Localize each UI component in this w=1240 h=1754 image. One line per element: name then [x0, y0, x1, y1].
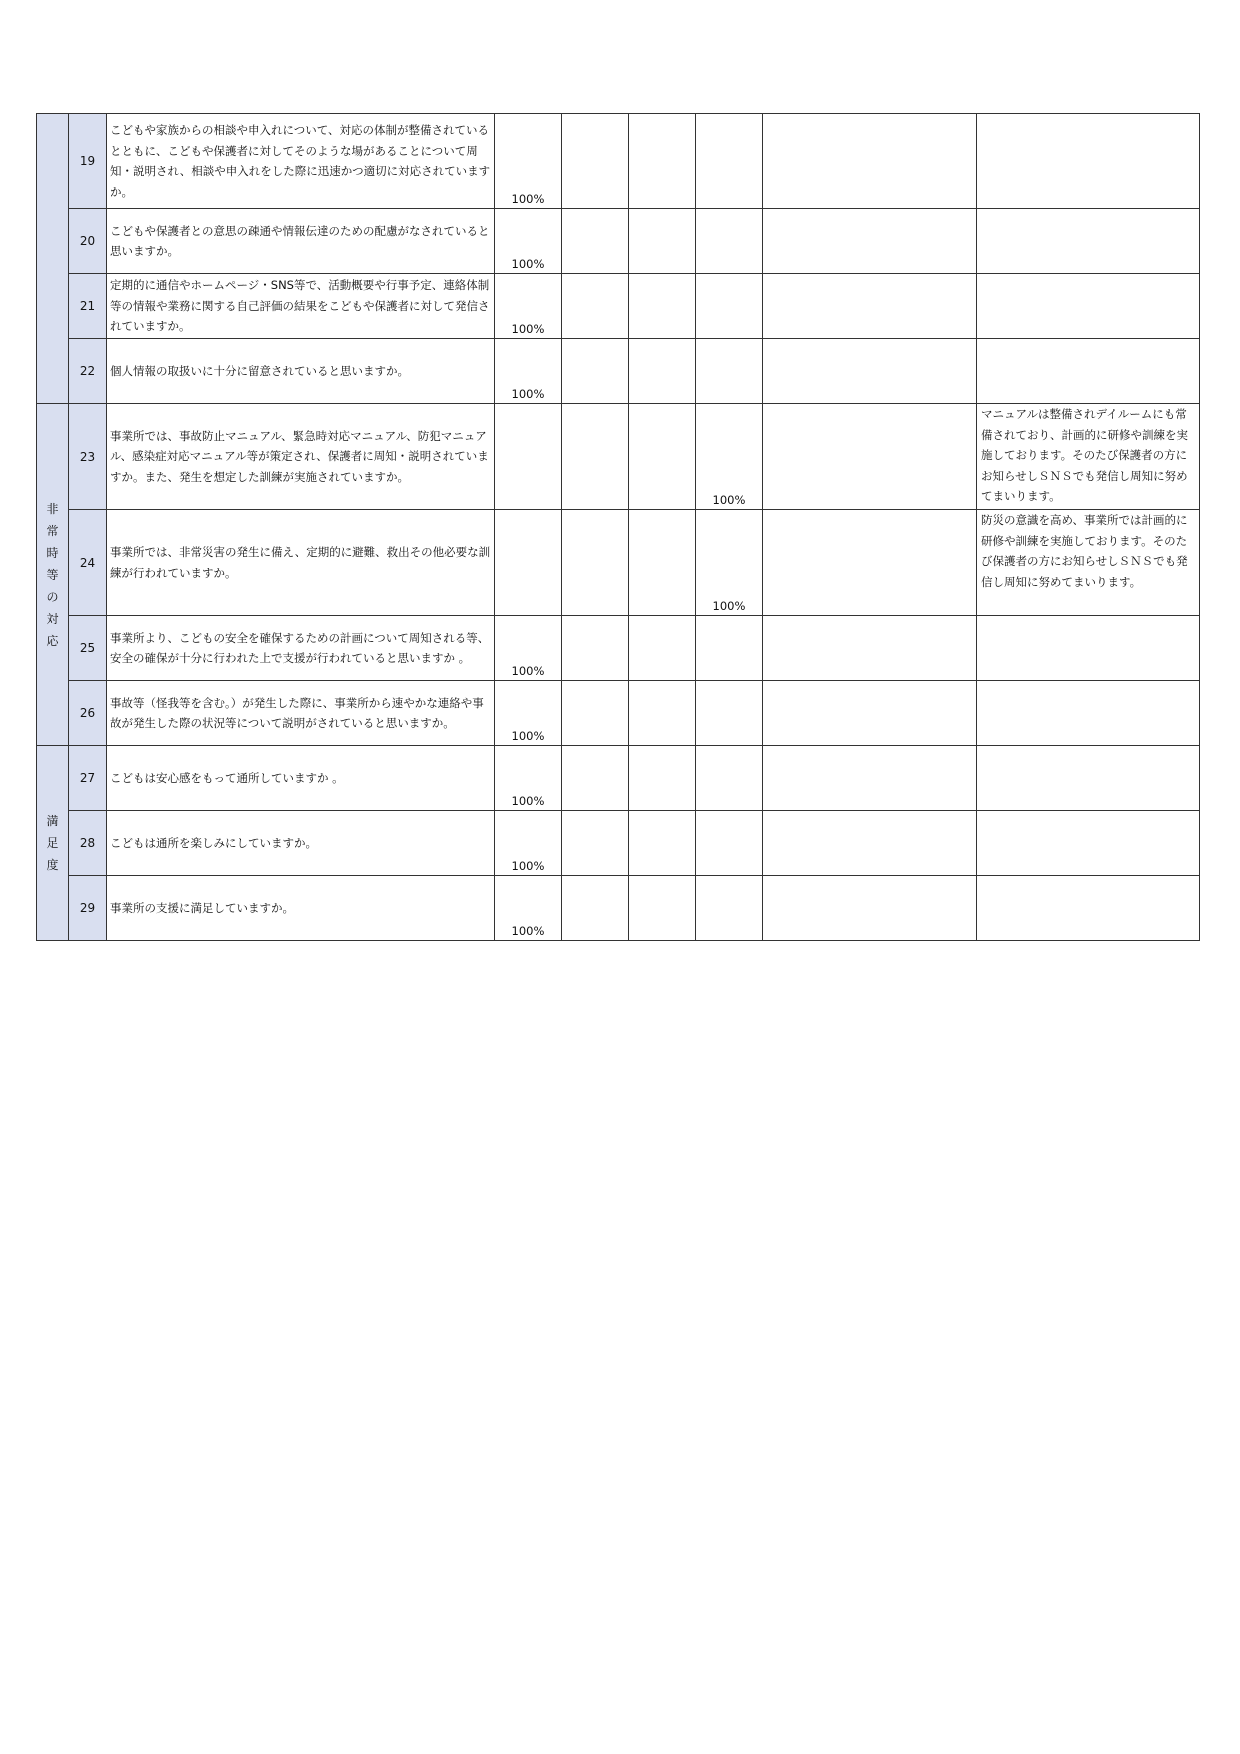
row-number: 28 — [69, 811, 107, 876]
comment-cell — [977, 114, 1200, 209]
comment-cell — [977, 811, 1200, 876]
answer-col-3 — [629, 811, 696, 876]
answer-col-2 — [562, 746, 629, 811]
answer-col-3 — [629, 114, 696, 209]
question-text: こどもや保護者との意思の疎通や情報伝達のための配慮がなされていると思いますか。 — [107, 209, 495, 274]
answer-col-1 — [495, 510, 562, 616]
question-text: 事業所の支援に満足していますか。 — [107, 876, 495, 941]
answer-col-2 — [562, 114, 629, 209]
answer-col-4 — [696, 811, 763, 876]
row-number: 22 — [69, 339, 107, 404]
question-text: こどもは安心感をもって通所していますか 。 — [107, 746, 495, 811]
answer-col-4 — [696, 274, 763, 339]
question-text: 定期的に通信やホームページ・SNS等で、活動概要や行事予定、連絡体制等の情報や業務に関する自己評価の結果をこどもや保護者に対して発信されていますか。 — [107, 274, 495, 339]
answer-col-5 — [763, 274, 977, 339]
answer-col-2 — [562, 811, 629, 876]
table-row — [37, 404, 1200, 510]
answer-col-3 — [629, 209, 696, 274]
answer-col-1: 100% — [495, 746, 562, 811]
answer-col-2 — [562, 616, 629, 681]
table-row — [37, 209, 1200, 274]
answer-col-2 — [562, 339, 629, 404]
answer-col-5 — [763, 114, 977, 209]
answer-col-3 — [629, 681, 696, 746]
answer-col-3 — [629, 510, 696, 616]
answer-col-3 — [629, 274, 696, 339]
table-row — [37, 616, 1200, 681]
comment-cell — [977, 876, 1200, 941]
answer-col-4 — [696, 114, 763, 209]
answer-col-5 — [763, 746, 977, 811]
answer-col-5 — [763, 681, 977, 746]
answer-col-5 — [763, 510, 977, 616]
row-number: 27 — [69, 746, 107, 811]
answer-col-1: 100% — [495, 811, 562, 876]
answer-col-3 — [629, 616, 696, 681]
answer-col-1: 100% — [495, 876, 562, 941]
row-number: 23 — [69, 404, 107, 510]
answer-col-5 — [763, 404, 977, 510]
question-text: 事業所では、事故防止マニュアル、緊急時対応マニュアル、防犯マニュアル、感染症対応マニュアル等が策定され、保護者に周知・説明されていますか。また、発生を想定した訓練が実施されていますか。 — [107, 404, 495, 510]
comment-cell — [977, 339, 1200, 404]
answer-col-5 — [763, 339, 977, 404]
answer-col-2 — [562, 681, 629, 746]
comment-cell: 防災の意識を高め、事業所では計画的に研修や訓練を実施しております。そのたび保護者の方にお知らせしＳＮＳでも発信し周知に努めてまいります。 — [977, 510, 1200, 616]
question-text: 事業所では、非常災害の発生に備え、定期的に避難、救出その他必要な訓練が行われていますか。 — [107, 510, 495, 616]
answer-col-2 — [562, 274, 629, 339]
comment-cell — [977, 616, 1200, 681]
answer-col-2 — [562, 876, 629, 941]
section-cell-previous — [37, 114, 69, 404]
row-number: 26 — [69, 681, 107, 746]
answer-col-1: 100% — [495, 114, 562, 209]
question-text: こどもや家族からの相談や申入れについて、対応の体制が整備されているとともに、こどもや保護者に対してそのような場があることについて周知・説明され、相談や申入れをした際に迅速かつ適切に対応されていますか。 — [107, 114, 495, 209]
answer-col-4: 100% — [696, 510, 763, 616]
question-text: 個人情報の取扱いに十分に留意されていると思いますか。 — [107, 339, 495, 404]
question-text: 事故等（怪我等を含む。）が発生した際に、事業所から速やかな連絡や事故が発生した際の状況等について説明がされていると思いますか。 — [107, 681, 495, 746]
answer-col-1 — [495, 404, 562, 510]
answer-col-1: 100% — [495, 339, 562, 404]
answer-col-4 — [696, 681, 763, 746]
answer-col-1: 100% — [495, 616, 562, 681]
answer-col-5 — [763, 876, 977, 941]
answer-col-3 — [629, 746, 696, 811]
answer-col-2 — [562, 209, 629, 274]
answer-col-4 — [696, 876, 763, 941]
table-row — [37, 274, 1200, 339]
answer-col-3 — [629, 404, 696, 510]
answer-col-3 — [629, 876, 696, 941]
answer-col-3 — [629, 339, 696, 404]
answer-col-1: 100% — [495, 274, 562, 339]
table-row — [37, 876, 1200, 941]
table-row — [37, 339, 1200, 404]
row-number: 19 — [69, 114, 107, 209]
answer-col-5 — [763, 209, 977, 274]
table-row — [37, 114, 1200, 209]
comment-cell — [977, 681, 1200, 746]
table-row — [37, 510, 1200, 616]
answer-col-1: 100% — [495, 209, 562, 274]
question-text: 事業所より、こどもの安全を確保するための計画について周知される等、安全の確保が十分に行われた上で支援が行われていると思いますか 。 — [107, 616, 495, 681]
row-number: 20 — [69, 209, 107, 274]
answer-col-5 — [763, 616, 977, 681]
section-label-emergency: 非 常 時 等 の 対 応 — [37, 404, 69, 746]
answer-col-1: 100% — [495, 681, 562, 746]
answer-col-4 — [696, 339, 763, 404]
answer-col-4: 100% — [696, 404, 763, 510]
row-number: 21 — [69, 274, 107, 339]
row-number: 25 — [69, 616, 107, 681]
row-number: 29 — [69, 876, 107, 941]
question-text: こどもは通所を楽しみにしていますか。 — [107, 811, 495, 876]
comment-cell: マニュアルは整備されデイルームにも常備されており、計画的に研修や訓練を実施しております。そのたび保護者の方にお知らせしＳＮＳでも発信し周知に努めてまいります。 — [977, 404, 1200, 510]
answer-col-2 — [562, 510, 629, 616]
answer-col-4 — [696, 209, 763, 274]
answer-col-5 — [763, 811, 977, 876]
answer-col-2 — [562, 404, 629, 510]
comment-cell — [977, 274, 1200, 339]
table-row — [37, 746, 1200, 811]
answer-col-4 — [696, 616, 763, 681]
evaluation-table — [36, 113, 1200, 941]
table-row — [37, 681, 1200, 746]
section-label-satisfaction: 満 足 度 — [37, 746, 69, 941]
comment-cell — [977, 746, 1200, 811]
comment-cell — [977, 209, 1200, 274]
table-row — [37, 811, 1200, 876]
answer-col-4 — [696, 746, 763, 811]
row-number: 24 — [69, 510, 107, 616]
